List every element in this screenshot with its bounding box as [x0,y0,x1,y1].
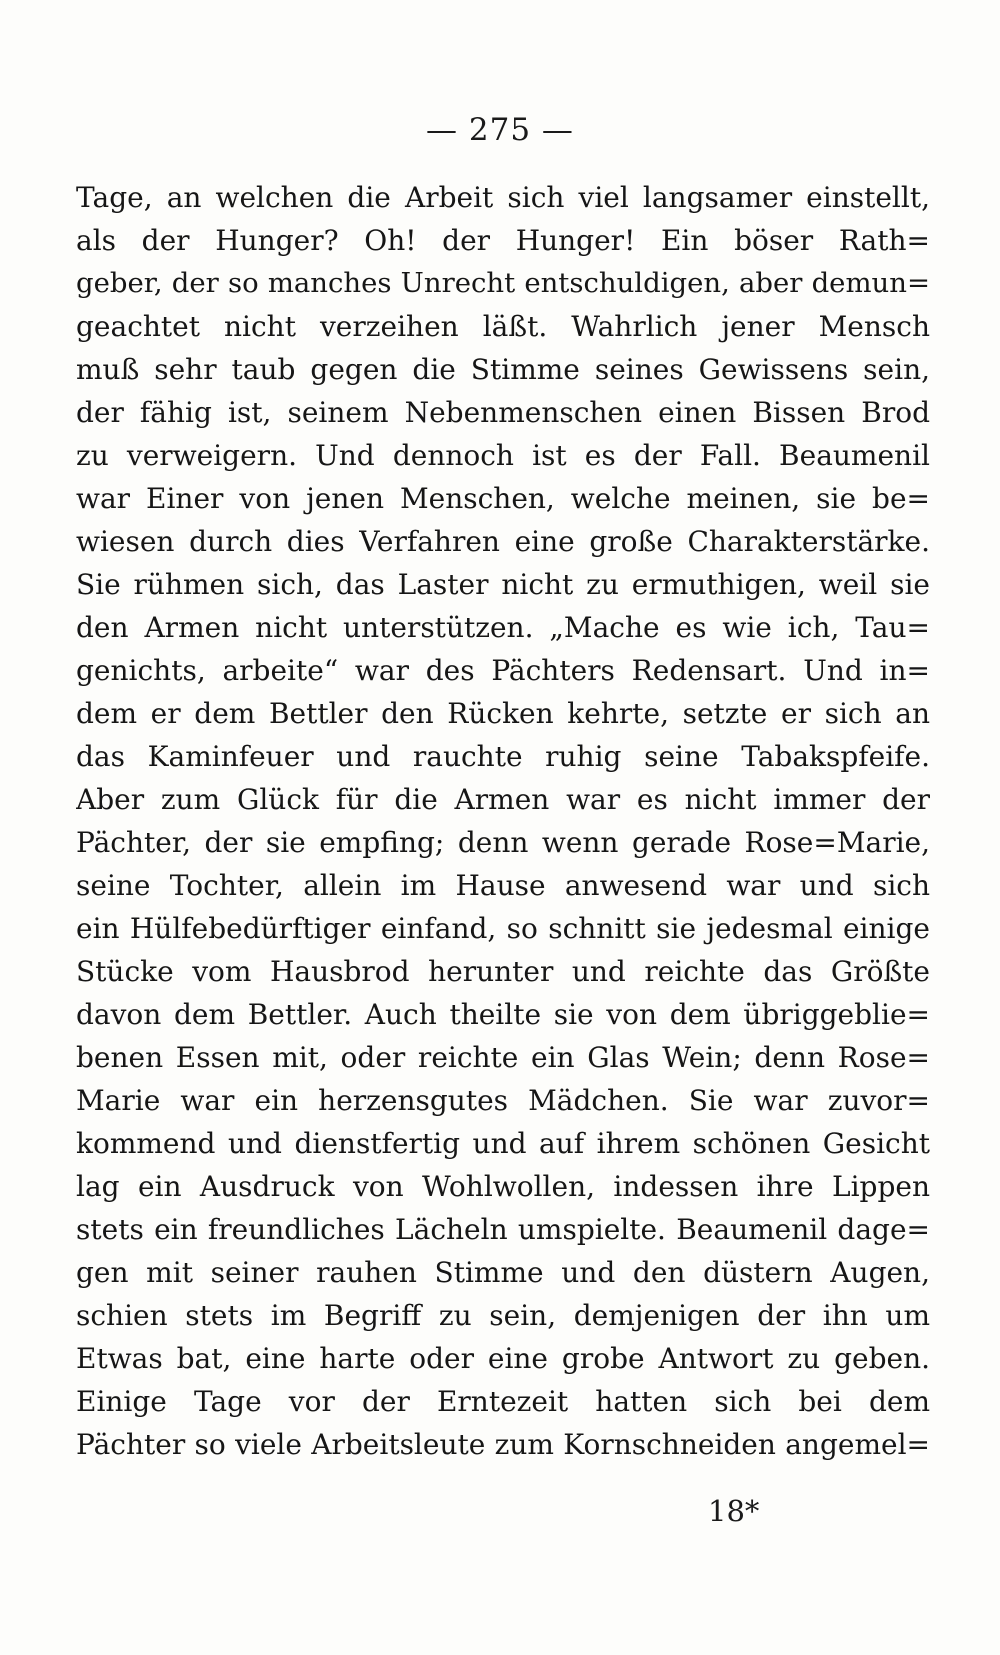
text-line: davon dem Bettler. Auch theilte sie von dem übriggeblie= [76,998,930,1031]
text-line: als der Hunger? Oh! der Hunger! Ein böser Rath= [76,224,930,257]
text-line: der fähig ist, seinem Nebenmenschen einen Bissen Brod [76,396,930,429]
text-line: lag ein Ausdruck von Wohlwollen, indessen ihre Lippen [76,1170,930,1203]
text-line: Pächter, der sie empfing; denn wenn gerade Rose=Marie, [76,826,930,859]
text-line: Sie rühmen sich, das Laster nicht zu ermuthigen, weil sie [76,568,930,601]
text-line: geber, der so manches Unrecht entschuldigen, aber demun= [76,267,930,299]
signature-mark: 18* [708,1494,760,1528]
text-line: benen Essen mit, oder reichte ein Glas Wein; denn Rose= [76,1041,930,1074]
body-text [76,176,930,1466]
text-line: Marie war ein herzensgutes Mädchen. Sie war zuvor= [76,1084,930,1117]
text-line: Etwas bat, eine harte oder eine grobe Antwort zu geben. [76,1342,930,1375]
text-line: Tage, an welchen die Arbeit sich viel langsamer einstellt, [76,181,930,214]
text-line: Pächter so viele Arbeitsleute zum Kornschneiden angemel= [76,1428,930,1461]
text-line: ein Hülfebedürftiger einfand, so schnitt sie jedesmal einige [76,912,930,945]
text-line: dem er dem Bettler den Rücken kehrte, setzte er sich an [76,697,930,730]
text-line: schien stets im Begriff zu sein, demjenigen der ihn um [76,1299,930,1332]
text-line: kommend und dienstfertig und auf ihrem schönen Gesicht [76,1127,930,1160]
text-line: geachtet nicht verzeihen läßt. Wahrlich jener Mensch [76,310,930,343]
text-line: wiesen durch dies Verfahren eine große Charakterstärke. [76,525,930,558]
text-line: Aber zum Glück für die Armen war es nicht immer der [76,783,930,816]
text-line: den Armen nicht unterstützen. „Mache es wie ich, Tau= [76,611,930,644]
text-line: muß sehr taub gegen die Stimme seines Gewissens sein, [76,353,930,386]
text-line: Einige Tage vor der Erntezeit hatten sich bei dem [76,1385,930,1418]
text-line: das Kaminfeuer und rauchte ruhig seine Tabakspfeife. [76,740,930,773]
page-number-header: — 275 — [426,112,574,148]
text-line: Stücke vom Hausbrod herunter und reichte das Größte [76,955,930,988]
text-line: war Einer von jenen Menschen, welche meinen, sie be= [76,482,930,515]
text-line: stets ein freundliches Lächeln umspielte. Beaumenil dage= [76,1213,930,1246]
text-line: zu verweigern. Und dennoch ist es der Fall. Beaumenil [76,439,930,472]
text-line: genichts, arbeite“ war des Pächters Redensart. Und in= [76,654,930,687]
text-line: gen mit seiner rauhen Stimme und den düstern Augen, [76,1256,930,1289]
text-line: seine Tochter, allein im Hause anwesend war und sich [76,869,930,902]
